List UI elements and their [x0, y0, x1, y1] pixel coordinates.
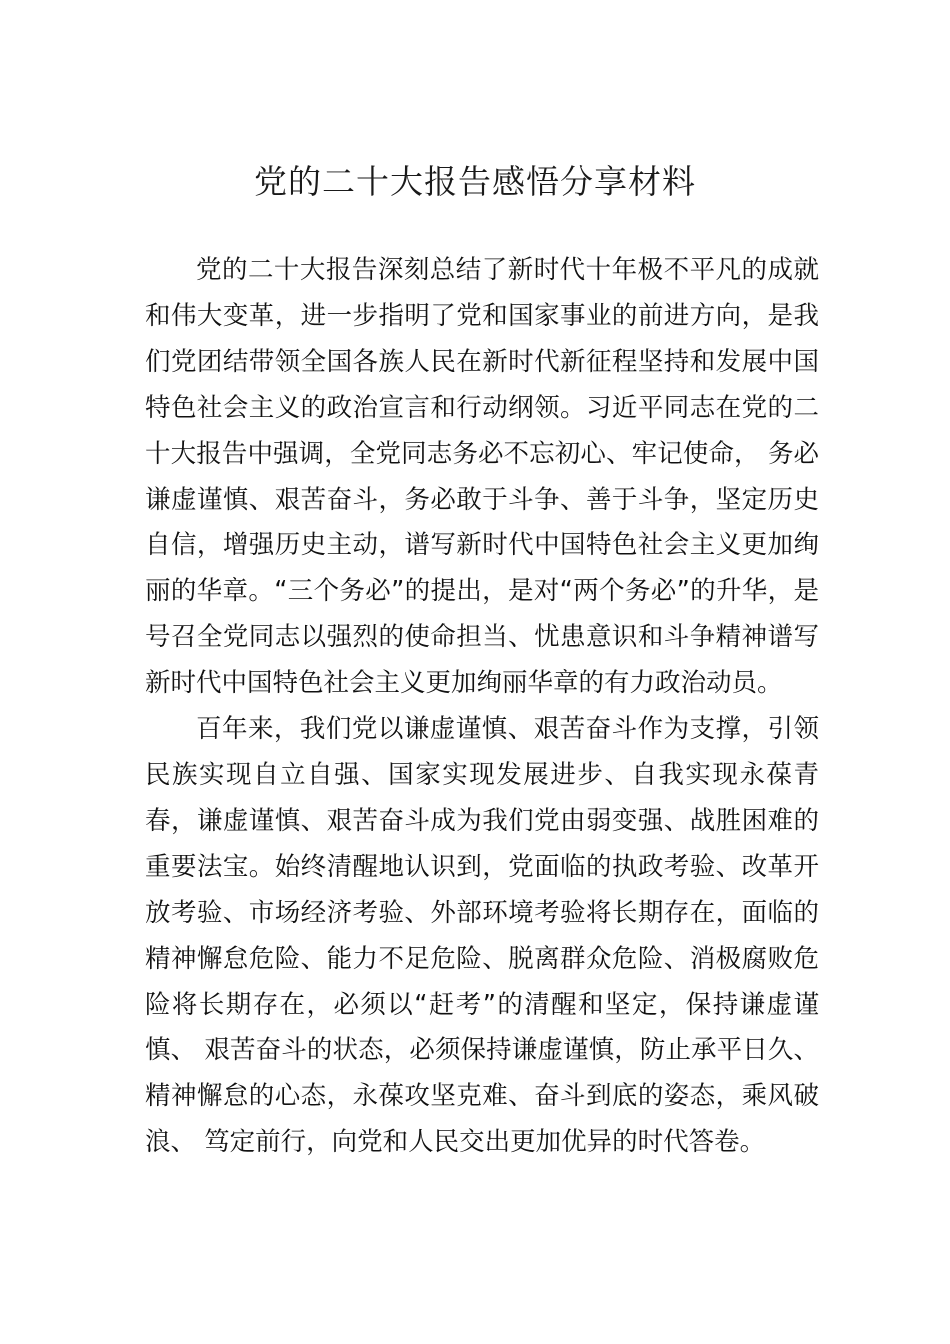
document-title: 党的二十大报告感悟分享材料: [254, 162, 696, 201]
paragraph-1: 党的二十大报告深刻总结了新时代十年极不平凡的成就和伟大变革，进一步指明了党和国家事业的前进方向，是我们党团结带领全国各族人民在新时代新征程坚持和发展中国特色社会主义的政治宣言和行动纲领。习近平同志在党的二十大报告中强调，全党同志务必不忘初心、牢记使命， 务必谦虚谨慎、艰苦奋斗，务必敢于斗争、善于斗争，坚定历史自信，增强历史主动，谱写新时代中国特色社会主义更加绚丽的华章。“三个务必”的提出，是对“两个务必”的升华，是号召全党同志以强烈的使命担当、忧患意识和斗争精神谱写新时代中国特色社会主义更加绚丽华章的有力政治动员。: [145, 255, 819, 699]
document-body: [145, 248, 819, 1166]
paragraph-2: 百年来，我们党以谦虚谨慎、艰苦奋斗作为支撑，引领民族实现自立自强、国家实现发展进步、自我实现永葆青春，谦虚谨慎、艰苦奋斗成为我们党由弱变强、战胜困难的重要法宝。始终清醒地认识到，党面临的执政考验、改革开放考验、市场经济考验、外部环境考验将长期存在，面临的精神懈怠危险、能力不足危险、脱离群众危险、消极腐败危险将长期存在，必须以“赶考”的清醒和坚定，保持谦虚谨慎、 艰苦奋斗的状态，必须保持谦虚谨慎，防止承平日久、精神懈怠的心态，永葆攻坚克难、奋斗到底的姿态，乘风破浪、 笃定前行，向党和人民交出更加优异的时代答卷。: [145, 714, 819, 1158]
